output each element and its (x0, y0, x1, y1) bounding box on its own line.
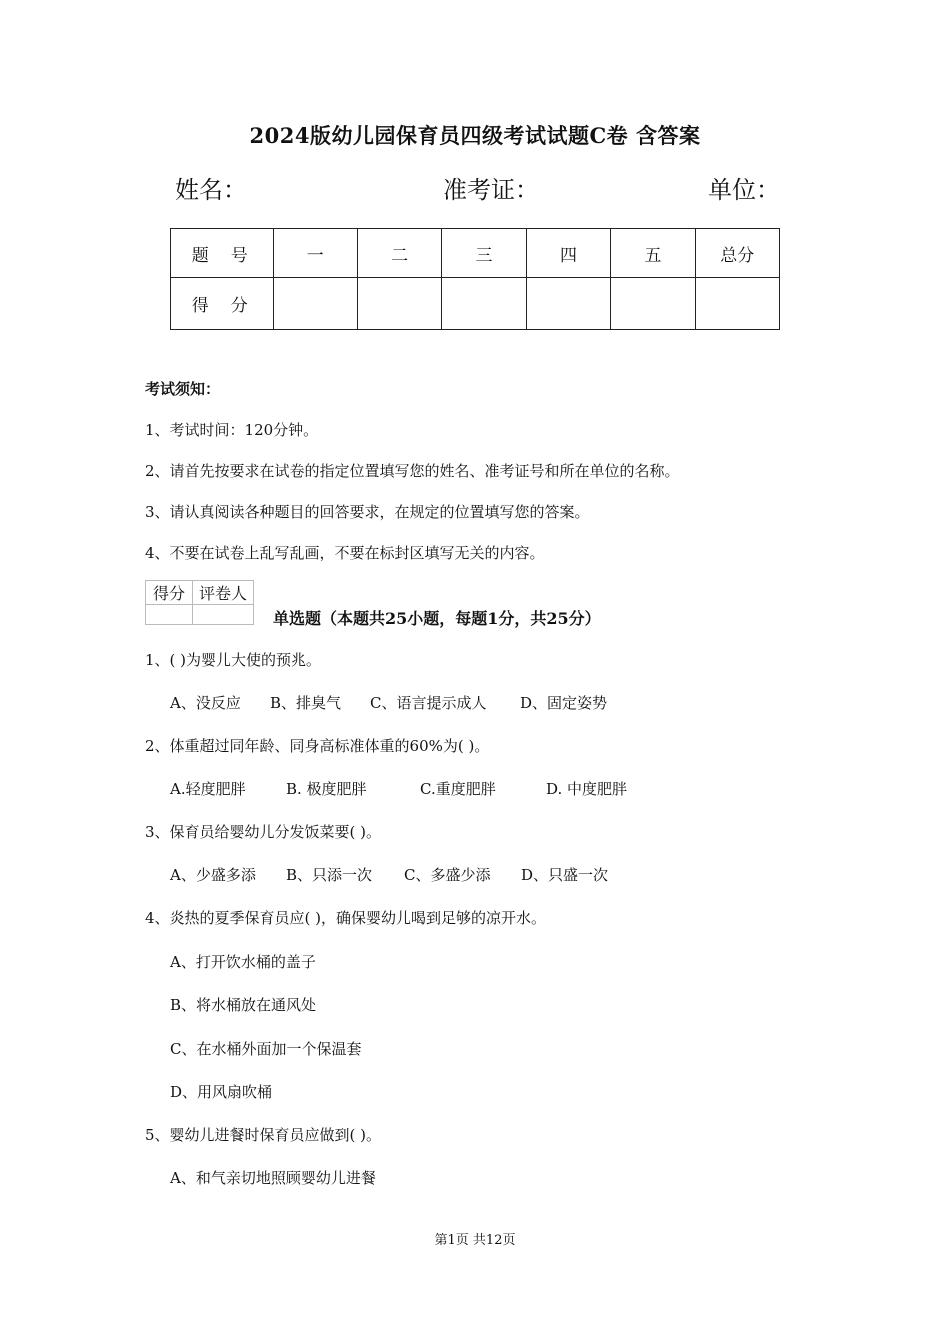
option[interactable]: A、没反应 (170, 694, 241, 712)
score-cell[interactable] (611, 278, 695, 330)
option[interactable]: D、用风扇吹桶 (170, 1083, 273, 1101)
question-stem: 3、保育员给婴幼儿分发饭菜要( )。 (145, 823, 382, 841)
option[interactable]: D、固定姿势 (520, 694, 608, 712)
question-number-label: 题号 (171, 229, 274, 278)
option[interactable]: A、和气亲切地照顾婴幼儿进餐 (170, 1169, 376, 1187)
notice-item: 1、考试时间：120分钟。 (145, 421, 319, 439)
option[interactable]: B、只添一次 (286, 866, 373, 884)
notice-item: 4、不要在试卷上乱写乱画，不要在标封区填写无关的内容。 (145, 544, 545, 562)
score-label: 得分 (171, 278, 274, 330)
option[interactable]: B. 极度肥胖 (286, 780, 367, 798)
score-cell[interactable] (273, 278, 357, 330)
question-options (170, 778, 627, 799)
notice-item: 2、请首先按要求在试卷的指定位置填写您的姓名、准考证号和所在单位的名称。 (145, 462, 680, 480)
option[interactable]: C、在水桶外面加一个保温套 (170, 1040, 362, 1058)
grader-score-cell[interactable] (146, 605, 193, 625)
option[interactable]: C、多盛少添 (404, 866, 491, 884)
page-footer: 第1页 共12页 (434, 1233, 516, 1248)
option[interactable]: A.轻度肥胖 (170, 780, 246, 798)
question-options (170, 692, 607, 713)
header-cell: 一 (273, 229, 357, 278)
question-options (170, 864, 608, 885)
grader-box (145, 580, 254, 625)
document-title: 2024版幼儿园保育员四级考试试题C卷 含答案 (249, 123, 701, 148)
notice-heading: 考试须知： (145, 380, 221, 398)
unit-label: 单位： (708, 176, 780, 204)
option[interactable]: A、打开饮水桶的盖子 (170, 953, 316, 971)
header-cell-total: 总分 (695, 229, 779, 278)
grader-name-cell[interactable] (193, 605, 254, 625)
name-label: 姓名： (175, 176, 247, 204)
option[interactable]: C.重度肥胖 (420, 780, 496, 798)
score-cell-total[interactable] (695, 278, 779, 330)
option[interactable]: B、将水桶放在通风处 (170, 996, 317, 1014)
header-cell: 五 (611, 229, 695, 278)
notice-item: 3、请认真阅读各种题目的回答要求，在规定的位置填写您的答案。 (145, 503, 590, 521)
score-cell[interactable] (442, 278, 526, 330)
section-title: 单选题（本题共25小题，每题1分，共25分） (273, 609, 601, 628)
grader-name-label: 评卷人 (193, 581, 254, 605)
question-stem: 1、( )为婴儿大使的预兆。 (145, 651, 322, 669)
option[interactable]: D、只盛一次 (521, 866, 609, 884)
header-cell: 三 (442, 229, 526, 278)
grader-score-label: 得分 (146, 581, 193, 605)
option[interactable]: A、少盛多添 (170, 866, 256, 884)
score-cell[interactable] (357, 278, 441, 330)
ticket-number-label: 准考证： (443, 176, 539, 204)
score-table (170, 228, 780, 330)
question-stem: 4、炎热的夏季保育员应( )，确保婴幼儿喝到足够的凉开水。 (145, 909, 547, 927)
score-table-header-row (171, 229, 780, 278)
question-stem: 5、婴幼儿进餐时保育员应做到( )。 (145, 1126, 382, 1144)
candidate-info-row (175, 170, 780, 202)
option[interactable]: C、语言提示成人 (370, 694, 487, 712)
header-cell: 四 (526, 229, 610, 278)
header-cell: 二 (357, 229, 441, 278)
option[interactable]: B、排臭气 (270, 694, 342, 712)
question-stem: 2、体重超过同年龄、同身高标准体重的60%为( )。 (145, 737, 490, 755)
score-table-score-row (171, 278, 780, 330)
score-cell[interactable] (526, 278, 610, 330)
option[interactable]: D. 中度肥胖 (546, 780, 628, 798)
